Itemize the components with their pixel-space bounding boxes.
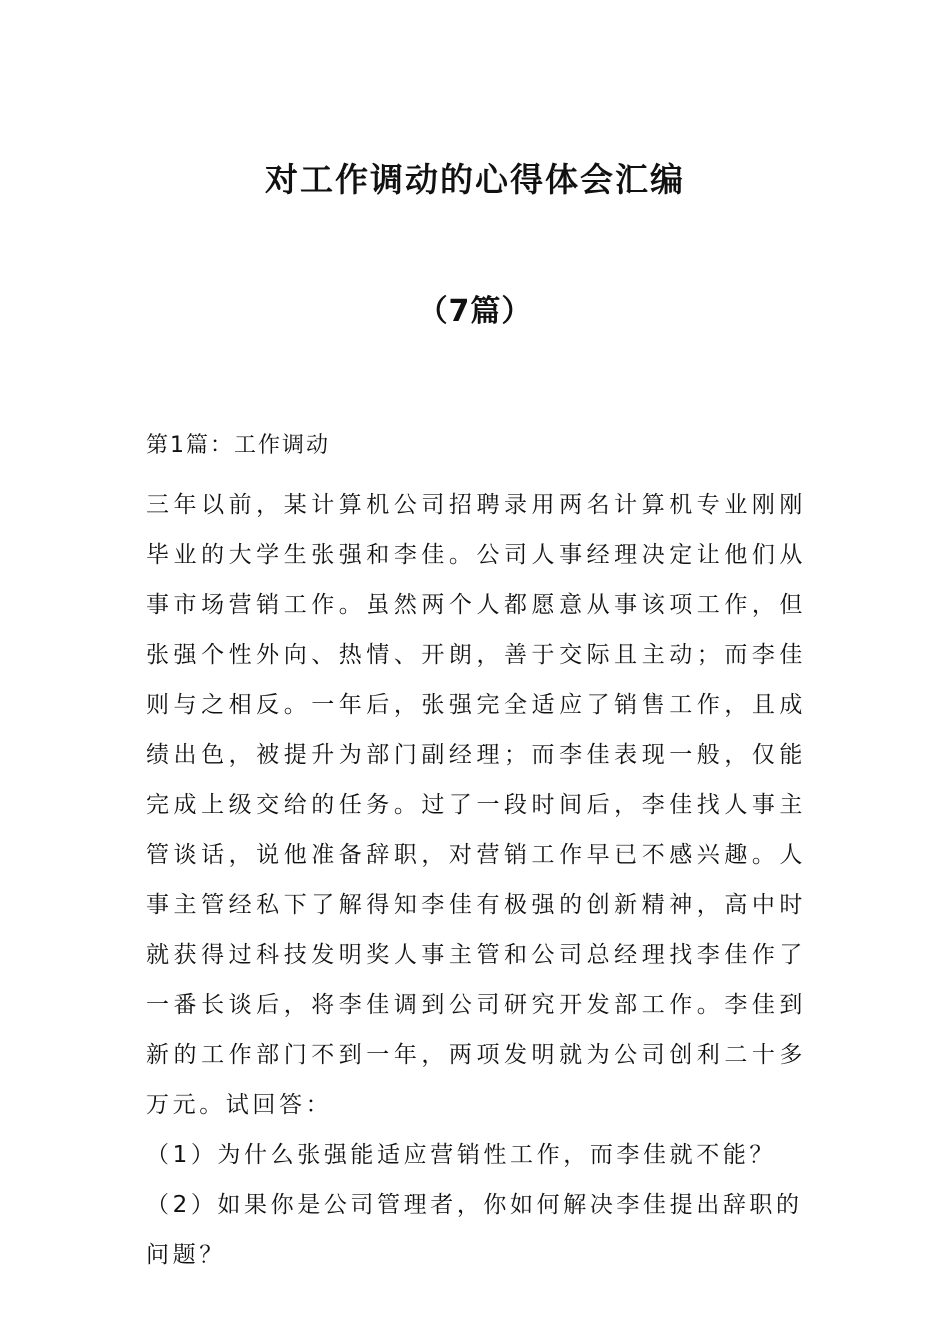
- document-subtitle: （7篇）: [417, 294, 533, 329]
- body-paragraph: 三年以前，某计算机公司招聘录用两名计算机专业刚刚毕业的大学生张强和李佳。公司人事经理决定让他们从事市场营销工作。虽然两个人都愿意从事该项工作，但张强个性外向、热情、开朗，善于交际且主动；而李佳则与之相反。一年后，张强完全适应了销售工作，且成绩出色，被提升为部门副经理；而李佳表现一般，仅能完成上级交给的任务。过了一段时间后，李佳找人事主管谈话，说他准备辞职，对营销工作早已不感兴趣。人事主管经私下了解得知李佳有极强的创新精神，高中时就获得过科技发明奖人事主管和公司总经理找李佳作了一番长谈后，将李佳调到公司研究开发部工作。李佳到新的工作部门不到一年，两项发明就为公司创利二十多万元。试回答：: [146, 492, 806, 1118]
- question-2: （2）如果你是公司管理者，你如何解决李佳提出辞职的问题？: [146, 1192, 803, 1268]
- section-heading: 第1篇：工作调动: [146, 433, 330, 458]
- question-1: （1）为什么张强能适应营销性工作，而李佳就不能？: [146, 1142, 777, 1168]
- document-title: 对工作调动的心得体会汇编: [265, 160, 685, 199]
